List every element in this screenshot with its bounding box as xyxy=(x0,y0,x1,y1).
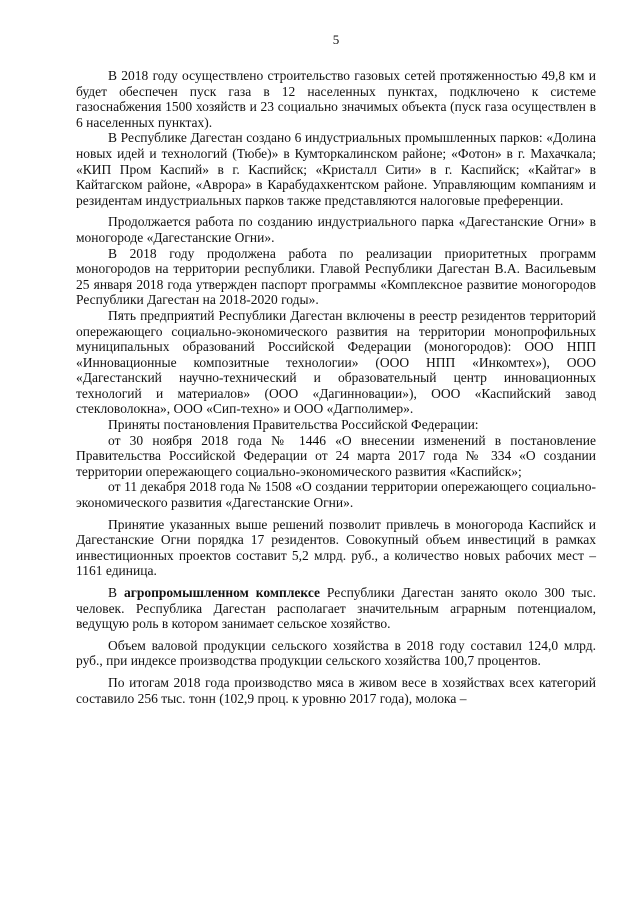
agro-rest: Республики Дагестан занято около 300 тыс. человек. Республика Дагестан располагает значительным аграрным потенциалом, ведущую роль в котором занимает сельское хозяйство. xyxy=(76,585,596,632)
paragraph-dagestan-ogni-park: Продолжается работа по созданию индустриального парка «Дагестанские Огни» в моногороде «Дагестанские Огни». xyxy=(76,214,596,245)
paragraph-industrial-parks: В Республике Дагестан создано 6 индустриальных промышленных парков: «Долина новых идей и технологий (Тюбе)» в Кумторкалинском районе; «Фотон» в г. Махачкала; «КИП Пром Каспий» в г. Каспийск; «Кристалл Сити» в г. Каспийск; «Кайтаг» в Кайтагском районе, «Аврора» в Карабудахкентском районе. Управляющим компаниям и резидентам индустриальных парков также представляются налоговые преференции. xyxy=(76,130,596,208)
paragraph-resolutions-intro: Приняты постановления Правительства Российской Федерации: xyxy=(108,417,479,433)
paragraph-agro-complex xyxy=(76,585,596,632)
paragraph-resolution-1446: от 30 ноября 2018 года № 1446 «О внесении изменений в постановление Правительства Российской Федерации от 24 марта 2017 года № 334 «О создании территории опережающего социально-экономического развития «Каспийск»; xyxy=(76,432,596,479)
agro-prefix: В xyxy=(108,585,124,600)
document-body xyxy=(76,68,596,706)
paragraph-investments: Принятие указанных выше решений позволит привлечь в моногорода Каспийск и Дагестанские Огни порядка 17 резидентов. Совокупный объем инвестиций в рамках инвестиционных проектов составит 5,2 млрд. руб., а количество новых рабочих мест – 1161 единица. xyxy=(76,516,596,579)
page-number: 5 xyxy=(332,32,340,47)
paragraph-gross-output: Объем валовой продукции сельского хозяйства в 2018 году составил 124,0 млрд. руб., при индексе производства продукции сельского хозяйства 100,7 процентов. xyxy=(76,637,596,669)
agro-bold-term: агропромышленном комплексе xyxy=(123,585,320,600)
paragraph-gas-networks: В 2018 году осуществлено строительство газовых сетей протяженностью 49,8 км и будет обеспечен пуск газа в 12 населенных пунктах, подключено к системе газоснабжения 1500 хозяйств и 23 социально значимых объекта (пуск газа осуществлен в 6 населенных пунктах). xyxy=(76,68,596,130)
paragraph-monotowns-program: В 2018 году продолжена работа по реализации приоритетных программ моногородов на территории республики. Главой Республики Дагестан В.А. Васильевым 25 января 2018 года утвержден паспорт программы «Комплексное развитие моногородов Республики Дагестан на 2018-2020 годы». xyxy=(76,245,596,308)
paragraph-residents: Пять предприятий Республики Дагестан включены в реестр резидентов территорий опережающего социально-экономического развития на территории монопрофильных муниципальных образований Российской Федерации (моногородов): ООО НПП «Инновационные композитные технологии» (ООО НПП «Инкомтех»), ООО «Дагестанский научно-технический и образовательный центр инновационных технологий и материалов» (ООО «Дагинновации»), ООО «Каспийский завод стекловолокна», ООО «Сип-техно» и ООО «Дагполимер». xyxy=(76,307,596,417)
paragraph-resolution-1508: от 11 декабря 2018 года № 1508 «О создании территории опережающего социально-экономического развития «Дагестанские Огни». xyxy=(76,479,596,511)
paragraph-meat-production: По итогам 2018 года производство мяса в живом весе в хозяйствах всех категорий составило 256 тыс. тонн (102,9 проц. к уровню 2017 года), молока – xyxy=(76,674,596,706)
